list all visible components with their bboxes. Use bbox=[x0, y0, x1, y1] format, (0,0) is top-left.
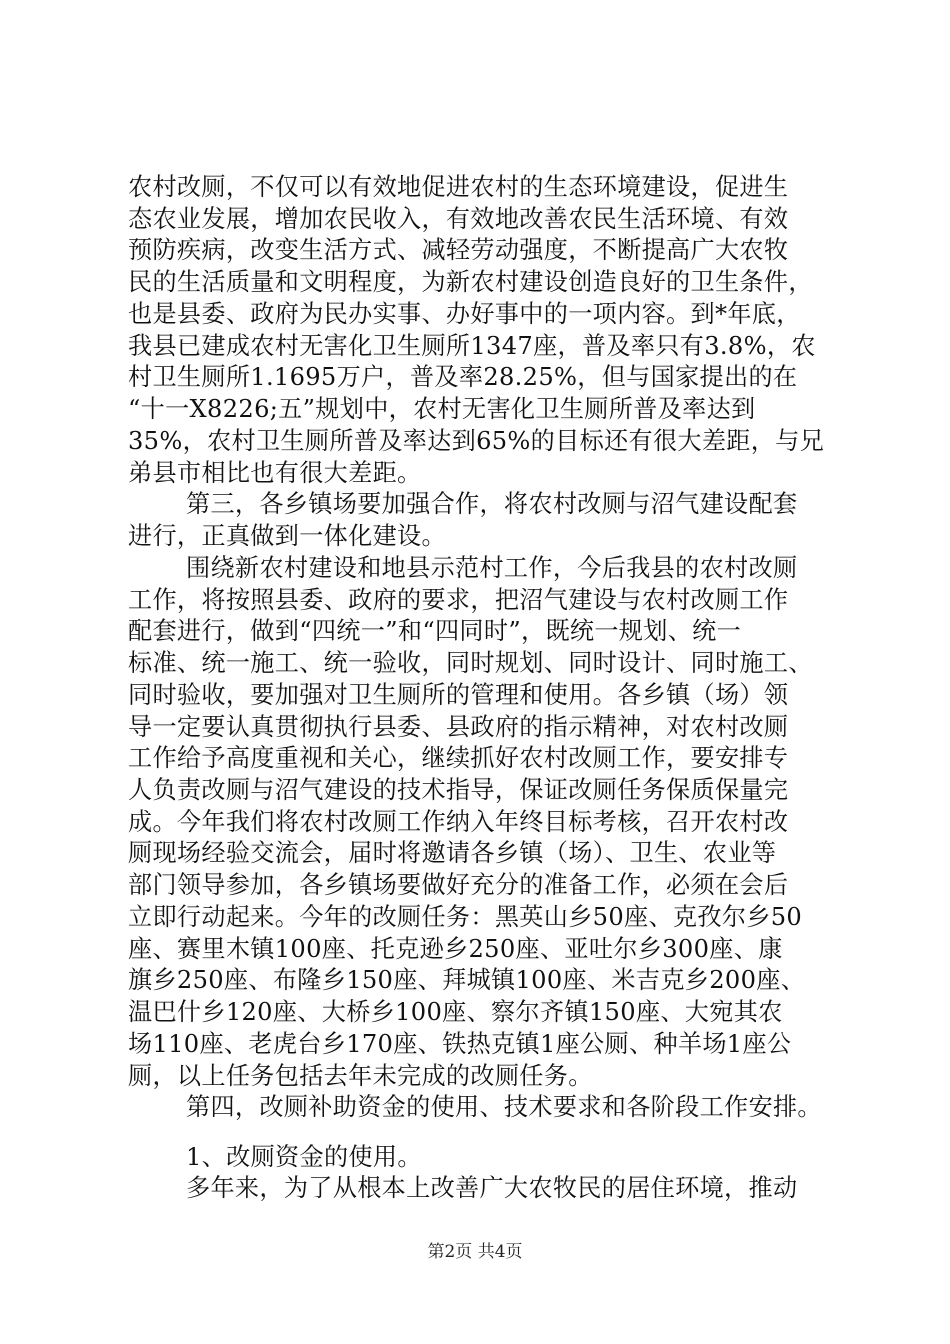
text-line: 多年来，为了从根本上改善广大农牧民的居住环境，推动 bbox=[186, 1174, 798, 1203]
text-line: 标准、统一施工、统一验收，同时规划、同时设计、同时施工、 bbox=[128, 649, 813, 678]
text-line: 围绕新农村建设和地县示范村工作，今后我县的农村改厕 bbox=[186, 553, 798, 582]
text-line: 我县已建成农村无害化卫生厕所1347座，普及率只有3.8%，农 bbox=[128, 331, 816, 360]
text-line: 人负责改厕与沼气建设的技术指导，保证改厕任务保质保量完 bbox=[128, 775, 789, 804]
text-line: 成。今年我们将农村改厕工作纳入年终目标考核，召开农村改 bbox=[128, 807, 789, 836]
paragraph-heading: 第四，改厕补助资金的使用、技术要求和各阶段工作安排。 bbox=[186, 1093, 822, 1122]
text-line: 温巴什乡120座、大桥乡100座、察尔齐镇150座、大宛其农 bbox=[128, 998, 783, 1027]
text-line: 导一定要认真贯彻执行县委、县政府的指示精神，对农村改厕 bbox=[128, 712, 789, 741]
text-line: 进行，正真做到一体化建设。 bbox=[128, 522, 446, 551]
section-heading: 1、改厕资金的使用。 bbox=[186, 1142, 422, 1171]
text-line: “十一X8226;五”规划中，农村无害化卫生厕所普及率达到 bbox=[128, 395, 756, 424]
text-line: 部门领导参加，各乡镇场要做好充分的准备工作，必须在会后 bbox=[128, 871, 789, 900]
text-line: 旗乡250座、布隆乡150座、拜城镇100座、米吉克乡200座、 bbox=[128, 966, 806, 995]
text-line: 民的生活质量和文明程度，为新农村建设创造良好的卫生条件， bbox=[128, 268, 813, 297]
text-line: 厕现场经验交流会，届时将邀请各乡镇（场）、卫生、农业等 bbox=[128, 839, 777, 868]
page-number-footer: 第2页 共4页 bbox=[427, 1242, 523, 1262]
text-line: 工作给予高度重视和关心，继续抓好农村改厕工作，要安排专 bbox=[128, 744, 789, 773]
text-line: 立即行动起来。今年的改厕任务：黑英山乡50座、克孜尔乡50 bbox=[128, 902, 803, 931]
text-line: 厕，以上任务包括去年未完成的改厕任务。 bbox=[128, 1061, 593, 1090]
text-line: 35%，农村卫生厕所普及率达到65%的目标还有很大差距，与兄 bbox=[128, 426, 825, 455]
text-line: 配套进行，做到“四统一”和“四同时”，既统一规划、统一 bbox=[128, 617, 742, 646]
text-line: 场110座、老虎台乡170座、铁热克镇1座公厕、种羊场1座公 bbox=[128, 1029, 792, 1058]
paragraph-heading: 第三，各乡镇场要加强合作，将农村改厕与沼气建设配套 bbox=[186, 490, 798, 519]
text-line: 态农业发展，增加农民收入，有效地改善农民生活环境、有效 bbox=[128, 204, 789, 233]
text-line: 农村改厕，不仅可以有效地促进农村的生态环境建设，促进生 bbox=[128, 173, 789, 201]
text-line: 预防疾病，改变生活方式、减轻劳动强度，不断提高广大农牧 bbox=[128, 236, 789, 265]
text-line: 村卫生厕所1.1695万户，普及率28.25%，但与国家提出的在 bbox=[128, 363, 798, 392]
text-line: 同时验收，要加强对卫生厕所的管理和使用。各乡镇（场）领 bbox=[128, 680, 789, 709]
text-line: 座、赛里木镇100座、托克逊乡250座、亚吐尔乡300座、康 bbox=[128, 934, 783, 963]
text-line: 弟县市相比也有很大差距。 bbox=[128, 458, 422, 487]
text-line: 工作，将按照县委、政府的要求，把沼气建设与农村改厕工作 bbox=[128, 585, 789, 614]
text-line: 也是县委、政府为民办实事、办好事中的一项内容。到*年底， bbox=[128, 299, 801, 328]
